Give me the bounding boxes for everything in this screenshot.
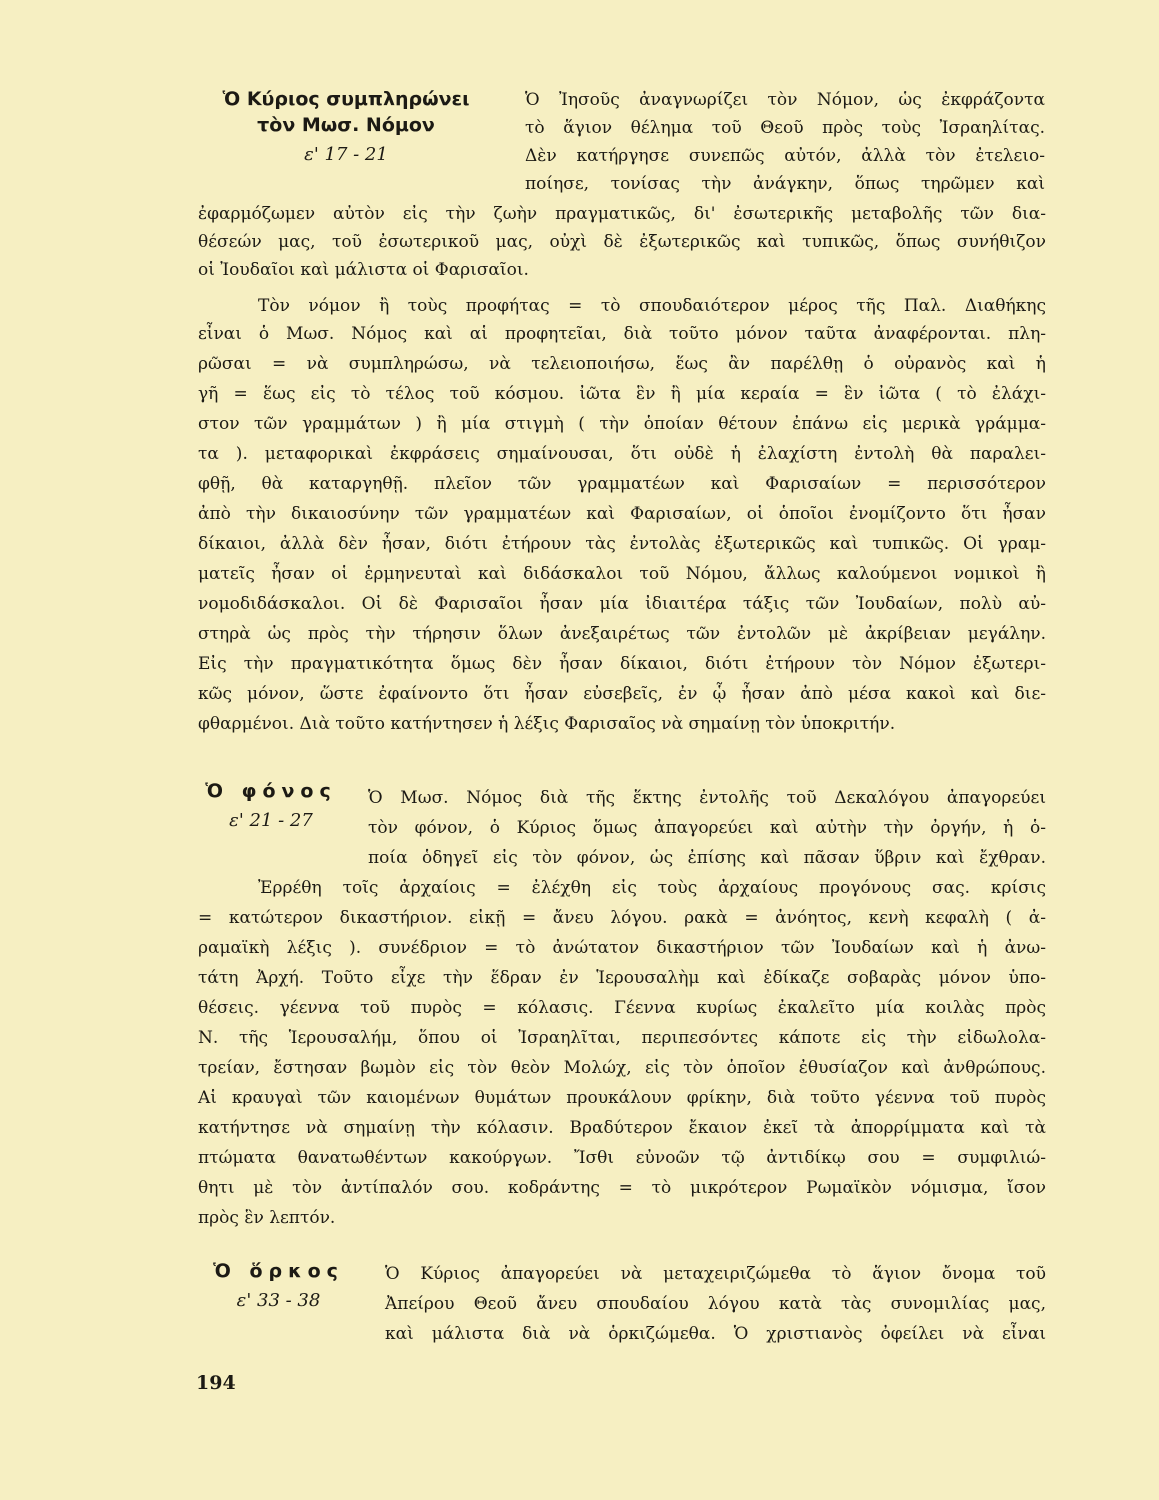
text-line: τάτη Ἀρχή. Τοῦτο εἶχε τὴν ἕδραν ἐν Ἱερουσαλὴμ καὶ ἐδίκαζε σοβαρὰς μόνον ὑπο- bbox=[198, 968, 1046, 988]
text-line: κῶς μόνον, ὥστε ἐφαίνοντο ὅτι ἦσαν εὐσεβεῖς, ἐν ᾧ ἦσαν ἀπὸ μέσα κακοὶ καὶ διε- bbox=[198, 684, 1046, 704]
side-title-line: τὸν Μωσ. Νόμον bbox=[257, 114, 435, 136]
text-line: κατήντησε νὰ σημαίνῃ τὴν κόλασιν. Βραδύτερον ἔκαιον ἐκεῖ τὰ ἀπορρίμματα καὶ τὰ bbox=[198, 1118, 1046, 1138]
text-line: τὸν φόνον, ὁ Κύριος ὅμως ἀπαγορεύει καὶ αὐτὴν τὴν ὀργήν, ἡ ὁ- bbox=[368, 818, 1046, 838]
side-heading bbox=[196, 1258, 361, 1314]
text-line: φθαρμένοι. Διὰ τοῦτο κατήντησεν ἡ λέξις Φαρισαῖος νὰ σημαίνῃ τὸν ὑποκριτήν. bbox=[198, 714, 896, 734]
text-line: Ν. τῆς Ἱερουσαλήμ, ὅπου οἱ Ἰσραηλῖται, περιπεσόντες κάποτε εἰς τὴν εἰδωλολα- bbox=[198, 1028, 1046, 1048]
text-line: τρείαν, ἔστησαν βωμὸν εἰς τὸν θεὸν Μολώχ, εἰς τὸν ὁποῖον ἐθυσίαζον καὶ ἀνθρώπους. bbox=[198, 1058, 1046, 1078]
text-line: οἱ Ἰουδαῖοι καὶ μάλιστα οἱ Φαρισαῖοι. bbox=[198, 260, 529, 280]
verse-reference: ε' 33 - 38 bbox=[236, 1290, 321, 1311]
side-heading bbox=[196, 86, 496, 168]
text-line: ἀπὸ τὴν δικαιοσύνην τῶν γραμματέων καὶ Φαρισαίων, οἱ ὁποῖοι ἐνομίζοντο ὅτι ἦσαν bbox=[198, 504, 1046, 524]
verse-reference: ε' 17 - 21 bbox=[304, 144, 388, 165]
verse-reference: ε' 21 - 27 bbox=[229, 810, 313, 831]
side-heading bbox=[196, 778, 346, 834]
text-line: ραμαϊκὴ λέξις ). συνέδριον = τὸ ἀνώτατον δικαστήριον τῶν Ἰουδαίων καὶ ἡ ἀνω- bbox=[198, 938, 1046, 958]
text-line: καὶ μάλιστα διὰ νὰ ὁρκιζώμεθα. Ὁ χριστιανὸς ὀφείλει νὰ εἶναι bbox=[385, 1324, 1046, 1344]
text-line: δίκαιοι, ἀλλὰ δὲν ἦσαν, διότι ἐτήρουν τὰς ἐντολὰς ἐξωτερικῶς καὶ τυπικῶς. Οἱ γραμ- bbox=[198, 534, 1046, 554]
text-line: τὸ ἅγιον θέλημα τοῦ Θεοῦ πρὸς τοὺς Ἰσραηλίτας. bbox=[525, 118, 1045, 138]
text-line: πρὸς ἓν λεπτόν. bbox=[198, 1208, 336, 1228]
side-title-line: Ὁ ὅρκος bbox=[213, 1260, 344, 1282]
text-line: στηρὰ ὡς πρὸς τὴν τήρησιν ὅλων ἀνεξαιρέτως τῶν ἐντολῶν μὲ ἀκρίβειαν μεγάλην. bbox=[198, 624, 1046, 644]
text-line: Ὁ Μωσ. Νόμος διὰ τῆς ἕκτης ἐντολῆς τοῦ Δεκαλόγου ἀπαγορεύει bbox=[368, 788, 1046, 808]
text-line: νομοδιδάσκαλοι. Οἱ δὲ Φαρισαῖοι ἦσαν μία ἰδιαιτέρα τάξις τῶν Ἰουδαίων, πολὺ αὐ- bbox=[198, 594, 1046, 614]
text-line: Δὲν κατήργησε συνεπῶς αὐτόν, ἀλλὰ τὸν ἐτελειο- bbox=[525, 146, 1045, 166]
text-line: θητι μὲ τὸν ἀντίπαλόν σου. κοδράντης = τὸ μικρότερον Ρωμαϊκὸν νόμισμα, ἴσον bbox=[198, 1178, 1046, 1198]
text-line: στον τῶν γραμμάτων ) ἢ μία στιγμὴ ( τὴν ὁποίαν θέτουν ἐπάνω εἰς μερικὰ γράμμα- bbox=[198, 414, 1046, 434]
side-title-line: Ὁ φόνος bbox=[205, 780, 337, 802]
page-number: 194 bbox=[196, 1372, 236, 1394]
text-line: = κατώτερον δικαστήριον. εἰκῇ = ἄνευ λόγου. ρακὰ = ἀνόητος, κενὴ κεφαλὴ ( ἀ- bbox=[198, 908, 1046, 928]
text-line: φθῇ, θὰ καταργηθῇ. πλεῖον τῶν γραμματέων καὶ Φαρισαίων = περισσότερον bbox=[198, 474, 1046, 494]
text-line: Ἐρρέθη τοῖς ἀρχαίοις = ἐλέχθη εἰς τοὺς ἀρχαίους προγόνους σας. κρίσις bbox=[258, 878, 1046, 898]
text-line: ματεῖς ἦσαν οἱ ἑρμηνευταὶ καὶ διδάσκαλοι τοῦ Νόμου, ἄλλως καλούμενοι νομικοὶ ἢ bbox=[198, 564, 1046, 584]
text-line: Τὸν νόμον ἢ τοὺς προφήτας = τὸ σπουδαιότερον μέρος τῆς Παλ. Διαθήκης bbox=[258, 296, 1046, 316]
text-line: τα ). μεταφορικαὶ ἐκφράσεις σημαίνουσαι, ὅτι οὐδὲ ἡ ἐλαχίστη ἐντολὴ θὰ παραλει- bbox=[198, 444, 1046, 464]
text-line: πτώματα θανατωθέντων κακούργων. Ἴσθι εὐνοῶν τῷ ἀντιδίκῳ σου = συμφιλιώ- bbox=[198, 1148, 1046, 1168]
text-line: θέσεών μας, τοῦ ἐσωτερικοῦ μας, οὐχὶ δὲ ἐξωτερικῶς καὶ τυπικῶς, ὅπως συνήθιζον bbox=[198, 232, 1046, 252]
text-line: θέσεις. γέεννα τοῦ πυρὸς = κόλασις. Γέεννα κυρίως ἐκαλεῖτο μία κοιλὰς πρὸς bbox=[198, 998, 1046, 1018]
text-line: ποίησε, τονίσας τὴν ἀνάγκην, ὅπως τηρῶμεν καὶ bbox=[525, 174, 1045, 194]
text-line: Αἱ κραυγαὶ τῶν καιομένων θυμάτων προυκάλουν φρίκην, διὰ τοῦτο γέεννα τοῦ πυρὸς bbox=[198, 1088, 1046, 1108]
text-line: ποία ὁδηγεῖ εἰς τὸν φόνον, ὡς ἐπίσης καὶ πᾶσαν ὕβριν καὶ ἔχθραν. bbox=[368, 848, 1046, 868]
side-title-line: Ὁ Κύριος συμπληρώνει bbox=[222, 88, 470, 110]
text-line: Ἀπείρου Θεοῦ ἄνευ σπουδαίου λόγου κατὰ τὰς συνομιλίας μας, bbox=[385, 1294, 1046, 1314]
text-line: Ὁ Ἰησοῦς ἀναγνωρίζει τὸν Νόμον, ὡς ἐκφράζοντα bbox=[525, 90, 1045, 110]
text-line: γῆ = ἕως εἰς τὸ τέλος τοῦ κόσμου. ἰῶτα ἓν ἢ μία κεραία = ἓν ἰῶτα ( τὸ ἐλάχι- bbox=[198, 384, 1046, 404]
text-line: εἶναι ὁ Μωσ. Νόμος καὶ αἱ προφητεῖαι, διὰ τοῦτο μόνον ταῦτα ἀναφέρονται. πλη- bbox=[198, 324, 1046, 344]
text-line: Ὁ Κύριος ἀπαγορεύει νὰ μεταχειριζώμεθα τὸ ἅγιον ὄνομα τοῦ bbox=[385, 1264, 1046, 1284]
text-line: Εἰς τὴν πραγματικότητα ὅμως δὲν ἦσαν δίκαιοι, διότι ἐτήρουν τὸν Νόμον ἐξωτερι- bbox=[198, 654, 1046, 674]
text-line: ρῶσαι = νὰ συμπληρώσω, νὰ τελειοποιήσω, ἕως ἂν παρέλθῃ ὁ οὐρανὸς καὶ ἡ bbox=[198, 354, 1046, 374]
text-line: ἐφαρμόζωμεν αὐτὸν εἰς τὴν ζωὴν πραγματικῶς, δι' ἐσωτερικῆς μεταβολῆς τῶν δια- bbox=[198, 204, 1046, 224]
